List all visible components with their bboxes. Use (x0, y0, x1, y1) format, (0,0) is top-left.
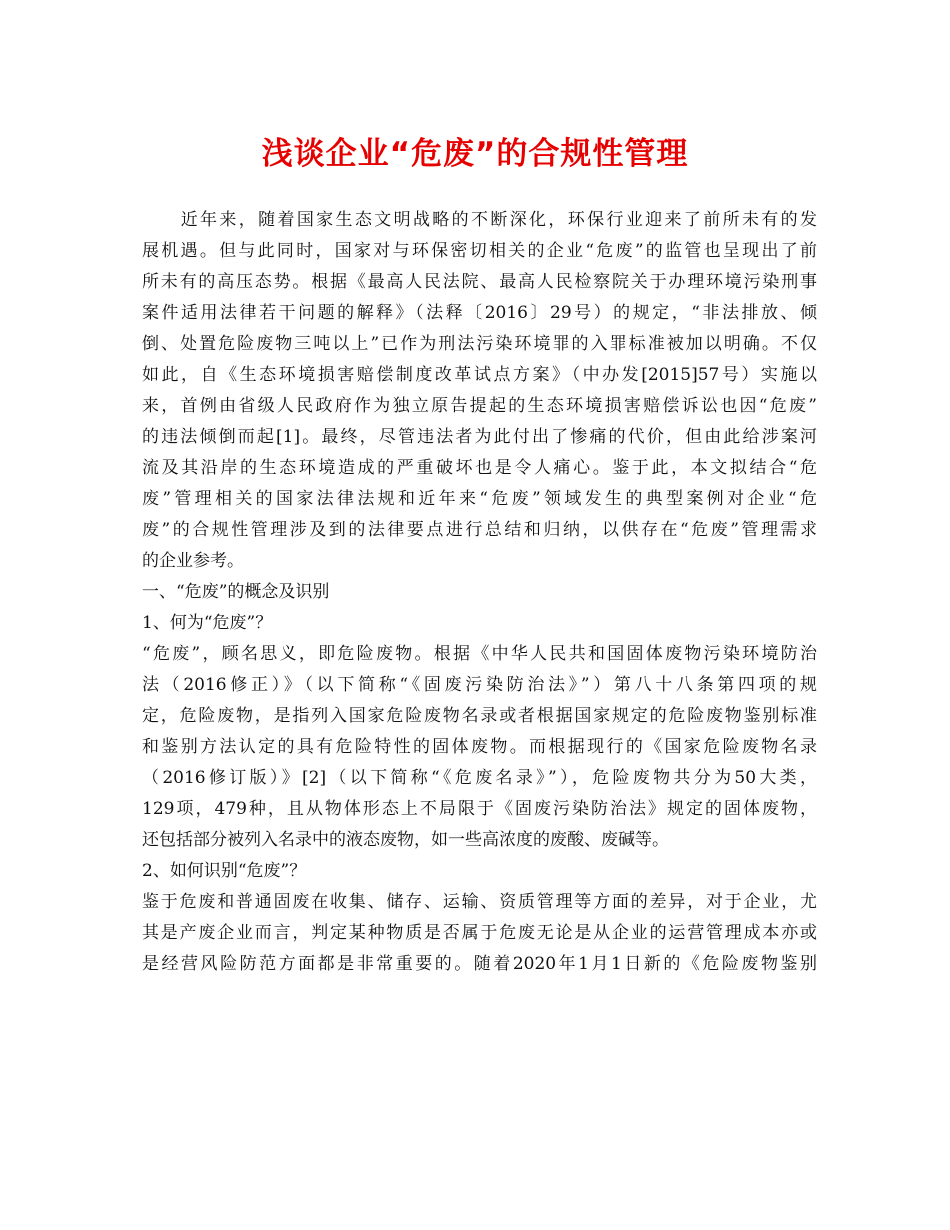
text-line: 定，危险废物，是指列入国家危险废物名录或者根据国家规定的危险废物鉴别标准 (142, 706, 817, 726)
text-line: （2016修订版）》[2]（以下简称“《危废名录》”），危险废物共分为50大类， (142, 768, 817, 788)
text-line: 还包括部分被列入名录中的液态废物，如一些高浓度的废酸、废碱等。 (142, 830, 669, 850)
text-line: 展机遇。但与此同时，国家对与环保密切相关的企业“危废”的监管也呈现出了前 (142, 241, 817, 261)
text-line: 来，首例由省级人民政府作为独立原告提起的生态环境损害赔偿诉讼也因“危废” (142, 396, 817, 416)
document-title: 浅谈企业“危废”的合规性管理 (261, 136, 689, 172)
text-line: 废”的合规性管理涉及到的法律要点进行总结和归纳，以供存在“危废”管理需求 (142, 520, 817, 540)
text-line: “危废”，顾名思义，即危险废物。根据《中华人民共和国固体废物污染环境防治 (142, 644, 817, 664)
text-line: 1、何为“危废”？ (142, 613, 273, 633)
text-line: 鉴于危废和普通固废在收集、储存、运输、资质管理等方面的差异，对于企业，尤 (142, 892, 817, 912)
text-line: 法（2016修正）》（以下简称“《固废污染防治法》”）第八十八条第四项的规 (142, 675, 817, 695)
text-line: 案件适用法律若干问题的解释》（法释〔2016〕29号）的规定，“非法排放、倾 (142, 303, 817, 323)
text-line: 的违法倾倒而起[1]。最终，尽管违法者为此付出了惨痛的代价，但由此给涉案河 (142, 427, 817, 447)
text-line: 是经营风险防范方面都是非常重要的。随着2020年1月1日新的《危险废物鉴别 (142, 954, 817, 974)
text-line: 的企业参考。 (142, 551, 244, 571)
text-line: 如此，自《生态环境损害赔偿制度改革试点方案》（中办发[2015]57号）实施以 (142, 365, 817, 385)
text-line: 2、如何识别“危废”？ (142, 861, 307, 881)
text-line: 流及其沿岸的生态环境造成的严重破坏也是令人痛心。鉴于此，本文拟结合“危 (142, 458, 817, 478)
text-line: 所未有的高压态势。根据《最高人民法院、最高人民检察院关于办理环境污染刑事 (142, 272, 817, 292)
text-line: 废”管理相关的国家法律法规和近年来“危废”领域发生的典型案例对企业“危 (142, 489, 817, 509)
text-line: 其是产废企业而言，判定某种物质是否属于危废无论是从企业的运营管理成本亦或 (142, 923, 817, 943)
text-line: 倒、处置危险废物三吨以上”已作为刑法污染环境罪的入罪标准被加以明确。不仅 (142, 334, 817, 354)
text-line: 和鉴别方法认定的具有危险特性的固体废物。而根据现行的《国家危险废物名录 (142, 737, 817, 757)
text-line: 近年来，随着国家生态文明战略的不断深化，环保行业迎来了前所未有的发 (142, 210, 817, 230)
document-body (142, 205, 817, 980)
text-line: 一、“危废”的概念及识别 (142, 582, 330, 602)
text-line: 129项，479种，且从物体形态上不局限于《固废污染防治法》规定的固体废物， (142, 799, 817, 819)
